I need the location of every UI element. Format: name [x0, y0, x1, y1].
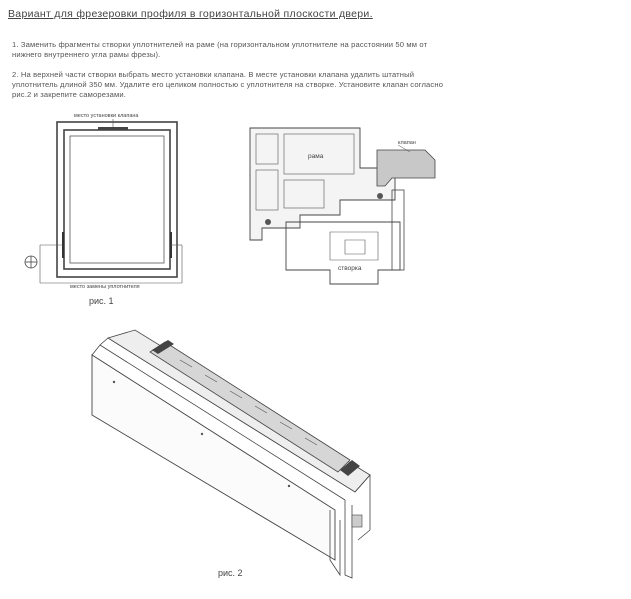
section-sash-label: створка	[338, 265, 362, 272]
fig1-top-label: место установки клапана	[74, 113, 139, 119]
page-title: Вариант для фрезеровки профиля в горизонтальной плоскости двери.	[8, 8, 373, 20]
section-frame-label: рама	[308, 153, 324, 160]
section-valve-label: клапан	[398, 140, 416, 146]
fig1-bottom-label: место замены уплотнителя	[70, 284, 140, 290]
instruction-step-1: 1. Заменить фрагменты створки уплотнителей на раме (на горизонтальном уплотнителе на расстоянии 50 мм от нижнего внутреннего угла рамы фрезы).	[12, 40, 428, 59]
instruction-step-2: 2. На верхней части створки выбрать место установки клапана. В месте установки клапана удалить штатный уплотнитель длиной 350 мм. Удалите его целиком полностью с уплотнителя на створке. Установите клапан согласно рис.2 и закрепите саморезами.	[12, 70, 444, 99]
figure-1-caption: рис. 1	[89, 296, 114, 306]
figure-2-caption: рис. 2	[218, 568, 243, 578]
